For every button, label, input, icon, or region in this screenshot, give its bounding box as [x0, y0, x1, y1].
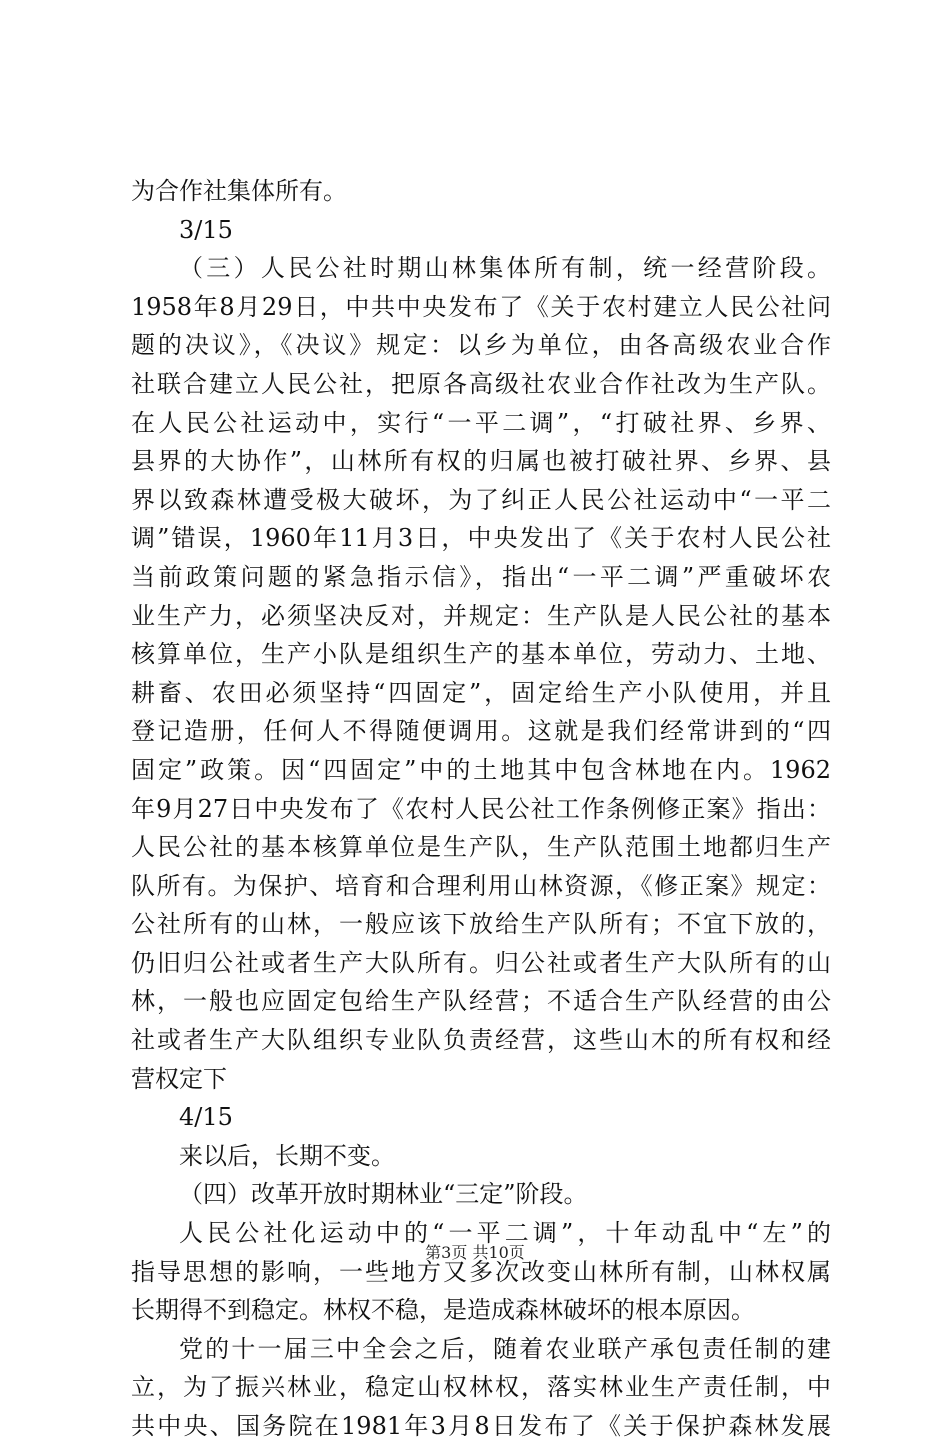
text-line: 仍旧归公社或者生产大队所有。归公社或者生产大队所有的山 [131, 948, 831, 977]
text-line: 社联合建立人民公社，把原各高级社农业合作社改为生产队。 [131, 369, 831, 398]
page-marker: 4/15 [179, 1103, 233, 1132]
text-line: 党的十一届三中全会之后，随着农业联产承包责任制的建 [179, 1334, 831, 1363]
text-line: 核算单位，生产小队是组织生产的基本单位，劳动力、土地、 [131, 640, 831, 669]
text-line: 界以致森林遭受极大破坏，为了纠正人民公社运动中“一平二 [131, 485, 831, 514]
text-line: 业生产力，必须坚决反对，并规定：生产队是人民公社的基本 [131, 601, 831, 630]
text-line: 在人民公社运动中，实行“一平二调”，“打破社界、乡界、 [131, 408, 831, 437]
text-line: 调”错误，1960年11月3日，中央发出了《关于农村人民公社 [131, 524, 831, 553]
text-line: 登记造册，任何人不得随便调用。这就是我们经常讲到的“四 [131, 717, 831, 746]
text-line: 营权定下 [131, 1064, 227, 1093]
text-line: 来以后，长期不变。 [179, 1141, 395, 1170]
text-line: 指导思想的影响，一些地方又多次改变山林所有制，山林权属 [131, 1257, 831, 1286]
text-line: 题的决议》，《决议》规定：以乡为单位，由各高级农业合作 [131, 331, 831, 360]
text-line: 人民公社化运动中的“一平二调”，十年动乱中“左”的 [179, 1219, 831, 1248]
page-footer: 第3页 共10页 [425, 1243, 525, 1262]
text-line: 公社所有的山林，一般应该下放给生产队所有；不宜下放的， [131, 910, 831, 939]
section-heading: （四）改革开放时期林业“三定”阶段。 [179, 1180, 588, 1209]
text-line: 耕畜、农田必须坚持“四固定”，固定给生产小队使用，并且 [131, 678, 831, 707]
text-line: 年9月27日中央发布了《农村人民公社工作条例修正案》指出： [131, 794, 831, 823]
text-line: 共中央、国务院在1981年3月8日发布了《关于保护森林发展 [131, 1412, 831, 1440]
text-line: 固定”政策。因“四固定”中的土地其中包含林地在内。1962 [131, 755, 831, 784]
text-line: 长期得不到稳定。林权不稳，是造成森林破坏的根本原因。 [131, 1296, 755, 1325]
text-line: 1958年8月29日，中共中央发布了《关于农村建立人民公社问 [131, 292, 831, 321]
text-line: 县界的大协作”，山林所有权的归属也被打破社界、乡界、县 [131, 447, 831, 476]
page-marker: 3/15 [179, 215, 233, 244]
text-line: 人民公社的基本核算单位是生产队，生产队范围土地都归生产 [131, 833, 831, 862]
section-heading: （三）人民公社时期山林集体所有制，统一经营阶段。 [179, 254, 831, 283]
text-line: 为合作社集体所有。 [131, 177, 347, 205]
text-line: 当前政策问题的紧急指示信》，指出“一平二调”严重破坏农 [131, 562, 831, 591]
text-line: 立，为了振兴林业，稳定山权林权，落实林业生产责任制，中 [131, 1373, 831, 1402]
text-line: 社或者生产大队组织专业队负责经营，这些山木的所有权和经 [131, 1026, 831, 1055]
text-line: 队所有。为保护、培育和合理利用山林资源，《修正案》规定： [131, 871, 831, 900]
text-line: 林，一般也应固定包给生产队经营；不适合生产队经营的由公 [131, 987, 831, 1016]
